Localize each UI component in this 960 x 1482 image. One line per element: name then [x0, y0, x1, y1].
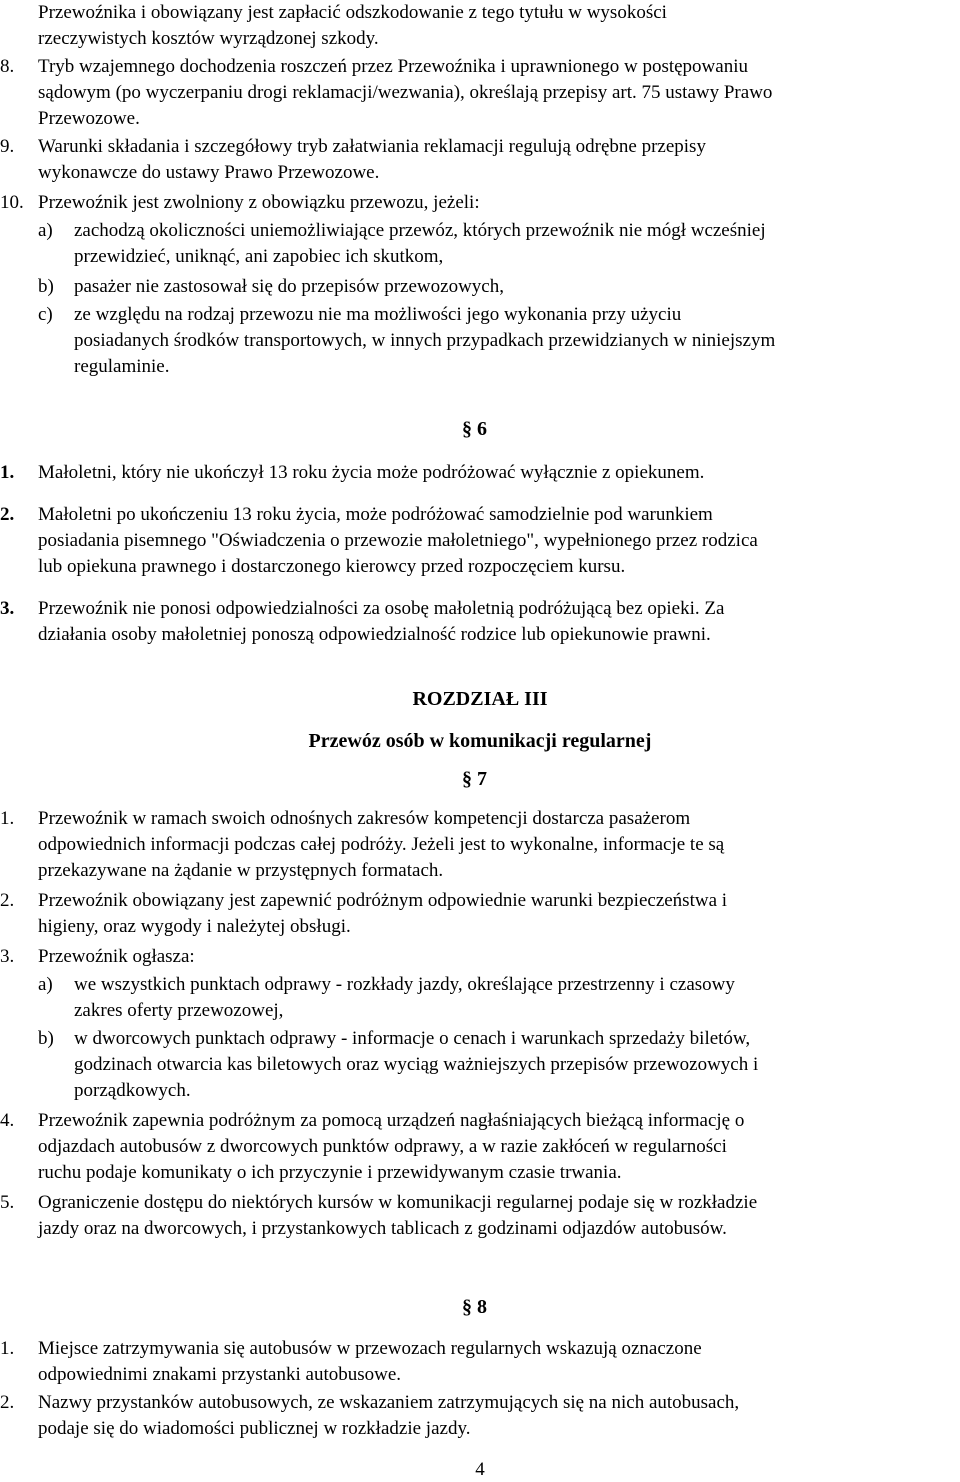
text-line: wykonawcze do ustawy Prawo Przewozowe.	[38, 162, 380, 183]
text-line: lub opiekuna prawnego i dostarczonego kierowcy przed rozpoczęciem kursu.	[38, 556, 626, 577]
sec7-sub-item-a	[38, 972, 959, 1024]
text-line: posiadania pisemnego "Oświadczenia o przewozie małoletniego", wypełnionego przez rodzica	[38, 530, 758, 551]
sec7-item-3	[0, 944, 959, 970]
text-line: Warunki składania i szczegółowy tryb załatwiania reklamacji regulują odrębne przepisy	[38, 136, 706, 157]
item-number: 1.	[0, 462, 15, 483]
chapter-subtitle: Przewóz osób w komunikacji regularnej	[308, 730, 652, 752]
text-line: porządkowych.	[74, 1080, 191, 1101]
sec8-item-1	[0, 1336, 959, 1388]
sec7-item-2	[0, 888, 959, 940]
text-line: zakres oferty przewozowej,	[74, 1000, 284, 1021]
item-number: 3.	[0, 598, 15, 619]
text-line: Przewoźnik obowiązany jest zapewnić podróżnym odpowiednie warunki bezpieczeństwa i	[38, 890, 728, 911]
sub-item-c	[38, 302, 959, 380]
item-number: 2.	[0, 1392, 15, 1413]
text-line: rzeczywistych kosztów wyrządzonej szkody.	[38, 28, 379, 49]
text-line: Przewoźnik jest zwolniony z obowiązku przewozu, jeżeli:	[38, 192, 480, 213]
text-line: pasażer nie zastosował się do przepisów przewozowych,	[74, 276, 504, 297]
text-line: Małoletni, który nie ukończył 13 roku życia może podróżować wyłącznie z opiekunem.	[38, 462, 705, 483]
sec6-item-2	[0, 502, 959, 580]
text-line: działania osoby małoletniej ponoszą odpowiedzialność rodzice lub opiekunowie prawni.	[38, 624, 711, 645]
section-heading-7: § 7	[462, 768, 487, 790]
chapter-title: ROZDZIAŁ III	[412, 688, 548, 710]
section-heading-8: § 8	[462, 1296, 487, 1318]
text-line: w dworcowych punktach odprawy - informacje o cenach i warunkach sprzedaży biletów,	[74, 1028, 751, 1049]
page-number: 4	[475, 1459, 485, 1480]
text-line: higieny, oraz wygody i należytej obsługi.	[38, 916, 351, 937]
item-number: 10.	[0, 192, 24, 213]
item-number: 5.	[0, 1192, 15, 1213]
sec8-item-2	[0, 1390, 959, 1442]
text-line: Przewozowe.	[38, 108, 140, 129]
text-line: Małoletni po ukończeniu 13 roku życia, może podróżować samodzielnie pod warunkiem	[38, 504, 713, 525]
item-number: 2.	[0, 890, 15, 911]
text-line: podaje się do wiadomości publicznej w rozkładzie jazdy.	[38, 1418, 471, 1439]
text-line: Tryb wzajemnego dochodzenia roszczeń przez Przewoźnika i uprawnionego w postępowaniu	[38, 56, 748, 77]
sub-item-a	[38, 218, 959, 270]
sub-item-letter: b)	[38, 1028, 54, 1049]
text-line: posiadanych środków transportowych, w innych przypadkach przewidzianych w niniejszym	[74, 330, 776, 351]
list-item-8	[0, 54, 959, 132]
text-line: Ograniczenie dostępu do niektórych kursów w komunikacji regularnej podaje się w rozkładzie	[38, 1192, 758, 1213]
text-line: Miejsce zatrzymywania się autobusów w przewozach regularnych wskazują oznaczone	[38, 1338, 702, 1359]
text-line: Nazwy przystanków autobusowych, ze wskazaniem zatrzymujących się na nich autobusach,	[38, 1392, 740, 1413]
sub-item-letter: c)	[38, 304, 53, 325]
sec6-item-3	[0, 596, 959, 648]
item-number: 9.	[0, 136, 15, 157]
sub-item-letter: a)	[38, 974, 53, 995]
sec6-item-1	[0, 460, 959, 486]
list-item-10	[0, 190, 959, 216]
sub-item-letter: a)	[38, 220, 53, 241]
continuation-paragraph	[38, 0, 959, 52]
text-line: Przewoźnik nie ponosi odpowiedzialności za osobę małoletnią podróżującą bez opieki. Za	[38, 598, 725, 619]
text-line: sądowym (po wyczerpaniu drogi reklamacji/wezwania), określają przepisy art. 75 ustawy Prawo	[38, 82, 773, 103]
text-line: Przewoźnik ogłasza:	[38, 946, 195, 967]
text-line: Przewoźnika i obowiązany jest zapłacić odszkodowanie z tego tytułu w wysokości	[38, 2, 667, 23]
item-number: 1.	[0, 1338, 15, 1359]
sub-item-letter: b)	[38, 276, 54, 297]
text-line: ruchu podaje komunikaty o ich przyczynie i przewidywanym czasie trwania.	[38, 1162, 622, 1183]
sub-item-b	[38, 274, 959, 300]
text-line: odpowiednich informacji podczas całej podróży. Jeżeli jest to wykonalne, informacje te są	[38, 834, 725, 855]
item-number: 2.	[0, 504, 15, 525]
sec7-item-5	[0, 1190, 959, 1242]
text-line: zachodzą okoliczności uniemożliwiające przewóz, których przewoźnik nie mógł wcześniej	[74, 220, 766, 241]
sec7-item-1	[0, 806, 959, 884]
item-number: 4.	[0, 1110, 15, 1131]
item-number: 3.	[0, 946, 15, 967]
text-line: jazdy oraz na dworcowych, i przystankowych tablicach z godzinami odjazdów autobusów.	[38, 1218, 727, 1239]
sec7-sub-item-b	[38, 1026, 959, 1104]
text-line: we wszystkich punktach odprawy - rozkłady jazdy, określające przestrzenny i czasowy	[74, 974, 735, 995]
text-line: odjazdach autobusów z dworcowych punktów odprawy, a w razie zakłóceń w regularności	[38, 1136, 727, 1157]
text-line: regulaminie.	[74, 356, 170, 377]
text-line: ze względu na rodzaj przewozu nie ma możliwości jego wykonania przy użyciu	[74, 304, 682, 325]
section-heading-6: § 6	[462, 418, 487, 440]
text-line: godzinach otwarcia kas biletowych oraz wyciąg ważniejszych przepisów przewozowych i	[74, 1054, 759, 1075]
text-line: przekazywane na żądanie w przystępnych formatach.	[38, 860, 444, 881]
sec7-item-4	[0, 1108, 959, 1186]
item-number: 8.	[0, 56, 15, 77]
list-item-9	[0, 134, 959, 186]
text-line: odpowiednimi znakami przystanki autobusowe.	[38, 1364, 402, 1385]
text-line: Przewoźnik w ramach swoich odnośnych zakresów kompetencji dostarcza pasażerom	[38, 808, 691, 829]
text-line: przewidzieć, uniknąć, ani zapobiec ich skutkom,	[74, 246, 444, 267]
text-line: Przewoźnik zapewnia podróżnym za pomocą urządzeń nagłaśniających bieżącą informację o	[38, 1110, 745, 1131]
item-number: 1.	[0, 808, 15, 829]
